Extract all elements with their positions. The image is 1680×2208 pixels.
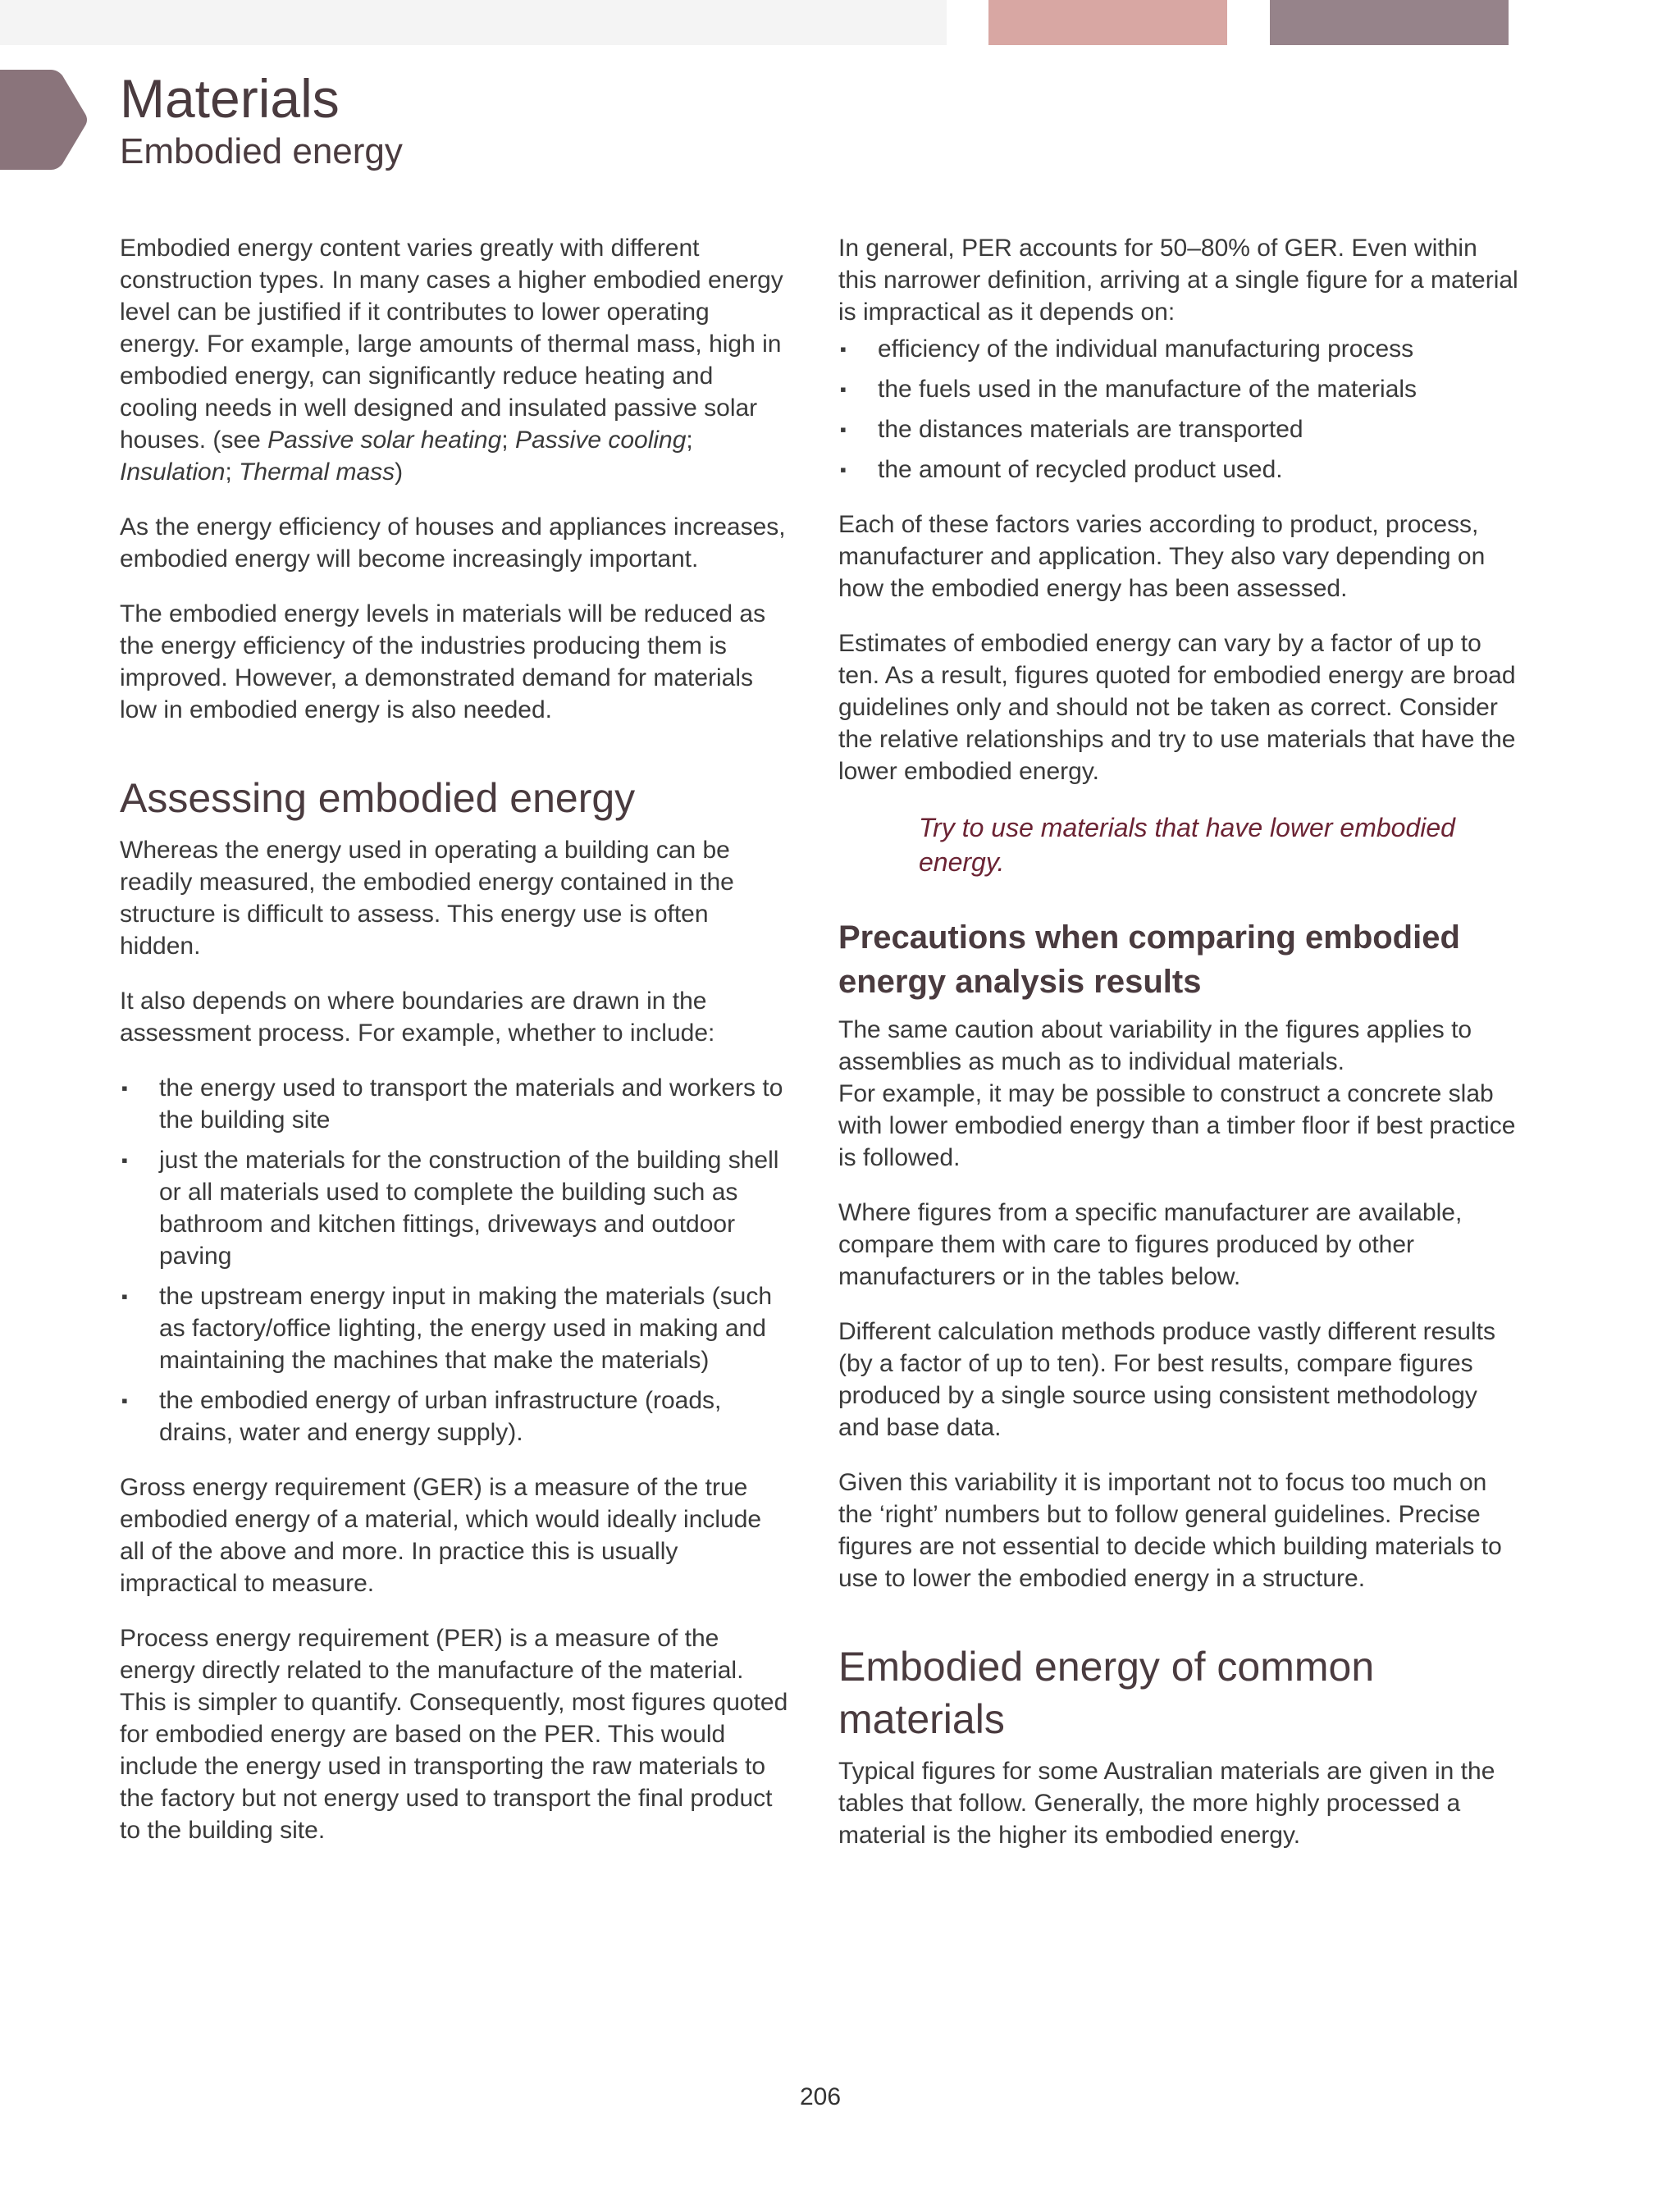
list-item: ▪ the upstream energy input in making the materials (such as factory/office lighting, the energy used in making and maintaining the machines that make the materials) — [120, 1280, 792, 1376]
paragraph: The embodied energy levels in materials will be reduced as the energy efficiency of the industries producing them is improved. However, a demonstrated demand for materials low in embodied energy is also needed. — [120, 600, 766, 723]
section-heading: Assessing embodied energy — [120, 775, 636, 821]
paragraph: Gross energy requirement (GER) is a measure of the true embodied energy of a material, which would ideally include all of the above and more. In practice this is usually impractical to measure. — [120, 1474, 762, 1597]
bullet-list — [120, 1072, 792, 1448]
page-number: 206 — [799, 2083, 842, 2110]
subsection-heading: Precautions when comparing embodied energy analysis results — [838, 919, 1460, 1000]
list-item: ▪ the amount of recycled product used. — [838, 454, 1519, 486]
page-title: Materials — [120, 68, 340, 129]
bullet-icon: ▪ — [121, 1286, 128, 1307]
paragraph: Given this variability it is important not to focus too much on the ‘right’ numbers but to follow general guidelines. Precise figures are not essential to decide which building materials to use to lower the embodied energy in a structure. — [838, 1469, 1502, 1592]
paragraph: Embodied energy content varies greatly with different construction types. In many cases a higher embodied energy level can be justified if it contributes to lower operating energy. For example, large amounts of thermal mass, high in embodied energy, can significantly reduce heating and cooling needs in well designed and insulated passive solar houses. (see Passive solar heating; Passive cooling; Insulation; Thermal mass) — [120, 235, 783, 486]
list-item: ▪ the energy used to transport the materials and workers to the building site — [120, 1072, 792, 1136]
paragraph: Each of these factors varies according to product, process, manufacturer and application. They also vary depending on how the embodied energy has been assessed. — [838, 511, 1486, 602]
list-item: ▪ just the materials for the construction of the building shell or all materials used to complete the building such as bathroom and kitchen fittings, driveways and outdoor paving — [120, 1144, 792, 1272]
paragraph: Estimates of embodied energy can vary by a factor of up to ten. As a result, figures quoted for embodied energy are broad guidelines only and should not be taken as correct. Consider the relative relationships and try to use materials that have the lower embodied energy. — [838, 630, 1516, 785]
paragraph: As the energy efficiency of houses and appliances increases, embodied energy will become increasingly important. — [120, 513, 786, 573]
list-item: ▪ the distances materials are transported — [838, 413, 1519, 445]
list-item: ▪ the embodied energy of urban infrastructure (roads, drains, water and energy supply). — [120, 1385, 792, 1448]
cross-reference: Thermal mass — [239, 458, 395, 486]
bullet-icon: ▪ — [840, 459, 847, 480]
paragraph: Whereas the energy used in operating a building can be readily measured, the embodied energy contained in the structure is difficult to assess. This energy use is often hidden. — [120, 837, 734, 960]
bullet-icon: ▪ — [121, 1078, 128, 1098]
page-subtitle: Embodied energy — [120, 131, 403, 171]
paragraph: Process energy requirement (PER) is a measure of the energy directly related to the manufacture of the material. This is simpler to quantify. Consequently, most figures quoted for embodied energy are based on the PER. This would include the energy used in transporting the raw materials to the factory but not energy used to transport the final product to the building site. — [120, 1625, 788, 1844]
right-column — [838, 232, 1519, 1874]
list-item: ▪ the fuels used in the manufacture of the materials — [838, 373, 1519, 405]
bullet-list — [838, 333, 1519, 486]
cross-reference: Passive solar heating — [267, 427, 502, 454]
paragraph: Where figures from a specific manufacturer are available, compare them with care to figures produced by other manufacturers or in the tables below. — [838, 1199, 1463, 1290]
cross-reference: Insulation — [120, 458, 226, 486]
pull-quote: Try to use materials that have lower embodied energy. — [919, 813, 1455, 877]
bullet-icon: ▪ — [840, 379, 847, 399]
paragraph: It also depends on where boundaries are drawn in the assessment process. For example, whether to include: — [120, 988, 715, 1047]
bullet-icon: ▪ — [840, 419, 847, 440]
bullet-icon: ▪ — [840, 339, 847, 359]
cross-reference: Passive cooling — [514, 427, 687, 454]
paragraph: The same caution about variability in the figures applies to assemblies as much as to individual materials. For example, it may be possible to construct a concrete slab with lower embodied energy than a timber floor if best practice is followed. — [838, 1016, 1516, 1171]
section-heading: Embodied energy of common materials — [838, 1644, 1375, 1742]
bullet-icon: ▪ — [121, 1150, 128, 1170]
paragraph: Different calculation methods produce vastly different results (by a factor of up to ten). For best results, compare figures produced by a single source using consistent methodology and base data. — [838, 1318, 1495, 1441]
header-accent-pink — [988, 0, 1227, 45]
header-bar — [0, 0, 947, 45]
header-accent-mauve — [1270, 0, 1509, 45]
paragraph: Typical figures for some Australian materials are given in the tables that follow. Generally, the more highly processed a material is the higher its embodied energy. — [838, 1758, 1495, 1849]
bullet-icon: ▪ — [121, 1390, 128, 1411]
left-column — [120, 232, 792, 1869]
paragraph: In general, PER accounts for 50–80% of GER. Even within this narrower definition, arriving at a single figure for a material is impractical as it depends on: — [838, 235, 1518, 326]
list-item: ▪ efficiency of the individual manufacturing process — [838, 333, 1519, 365]
section-tab-marker — [0, 70, 87, 170]
